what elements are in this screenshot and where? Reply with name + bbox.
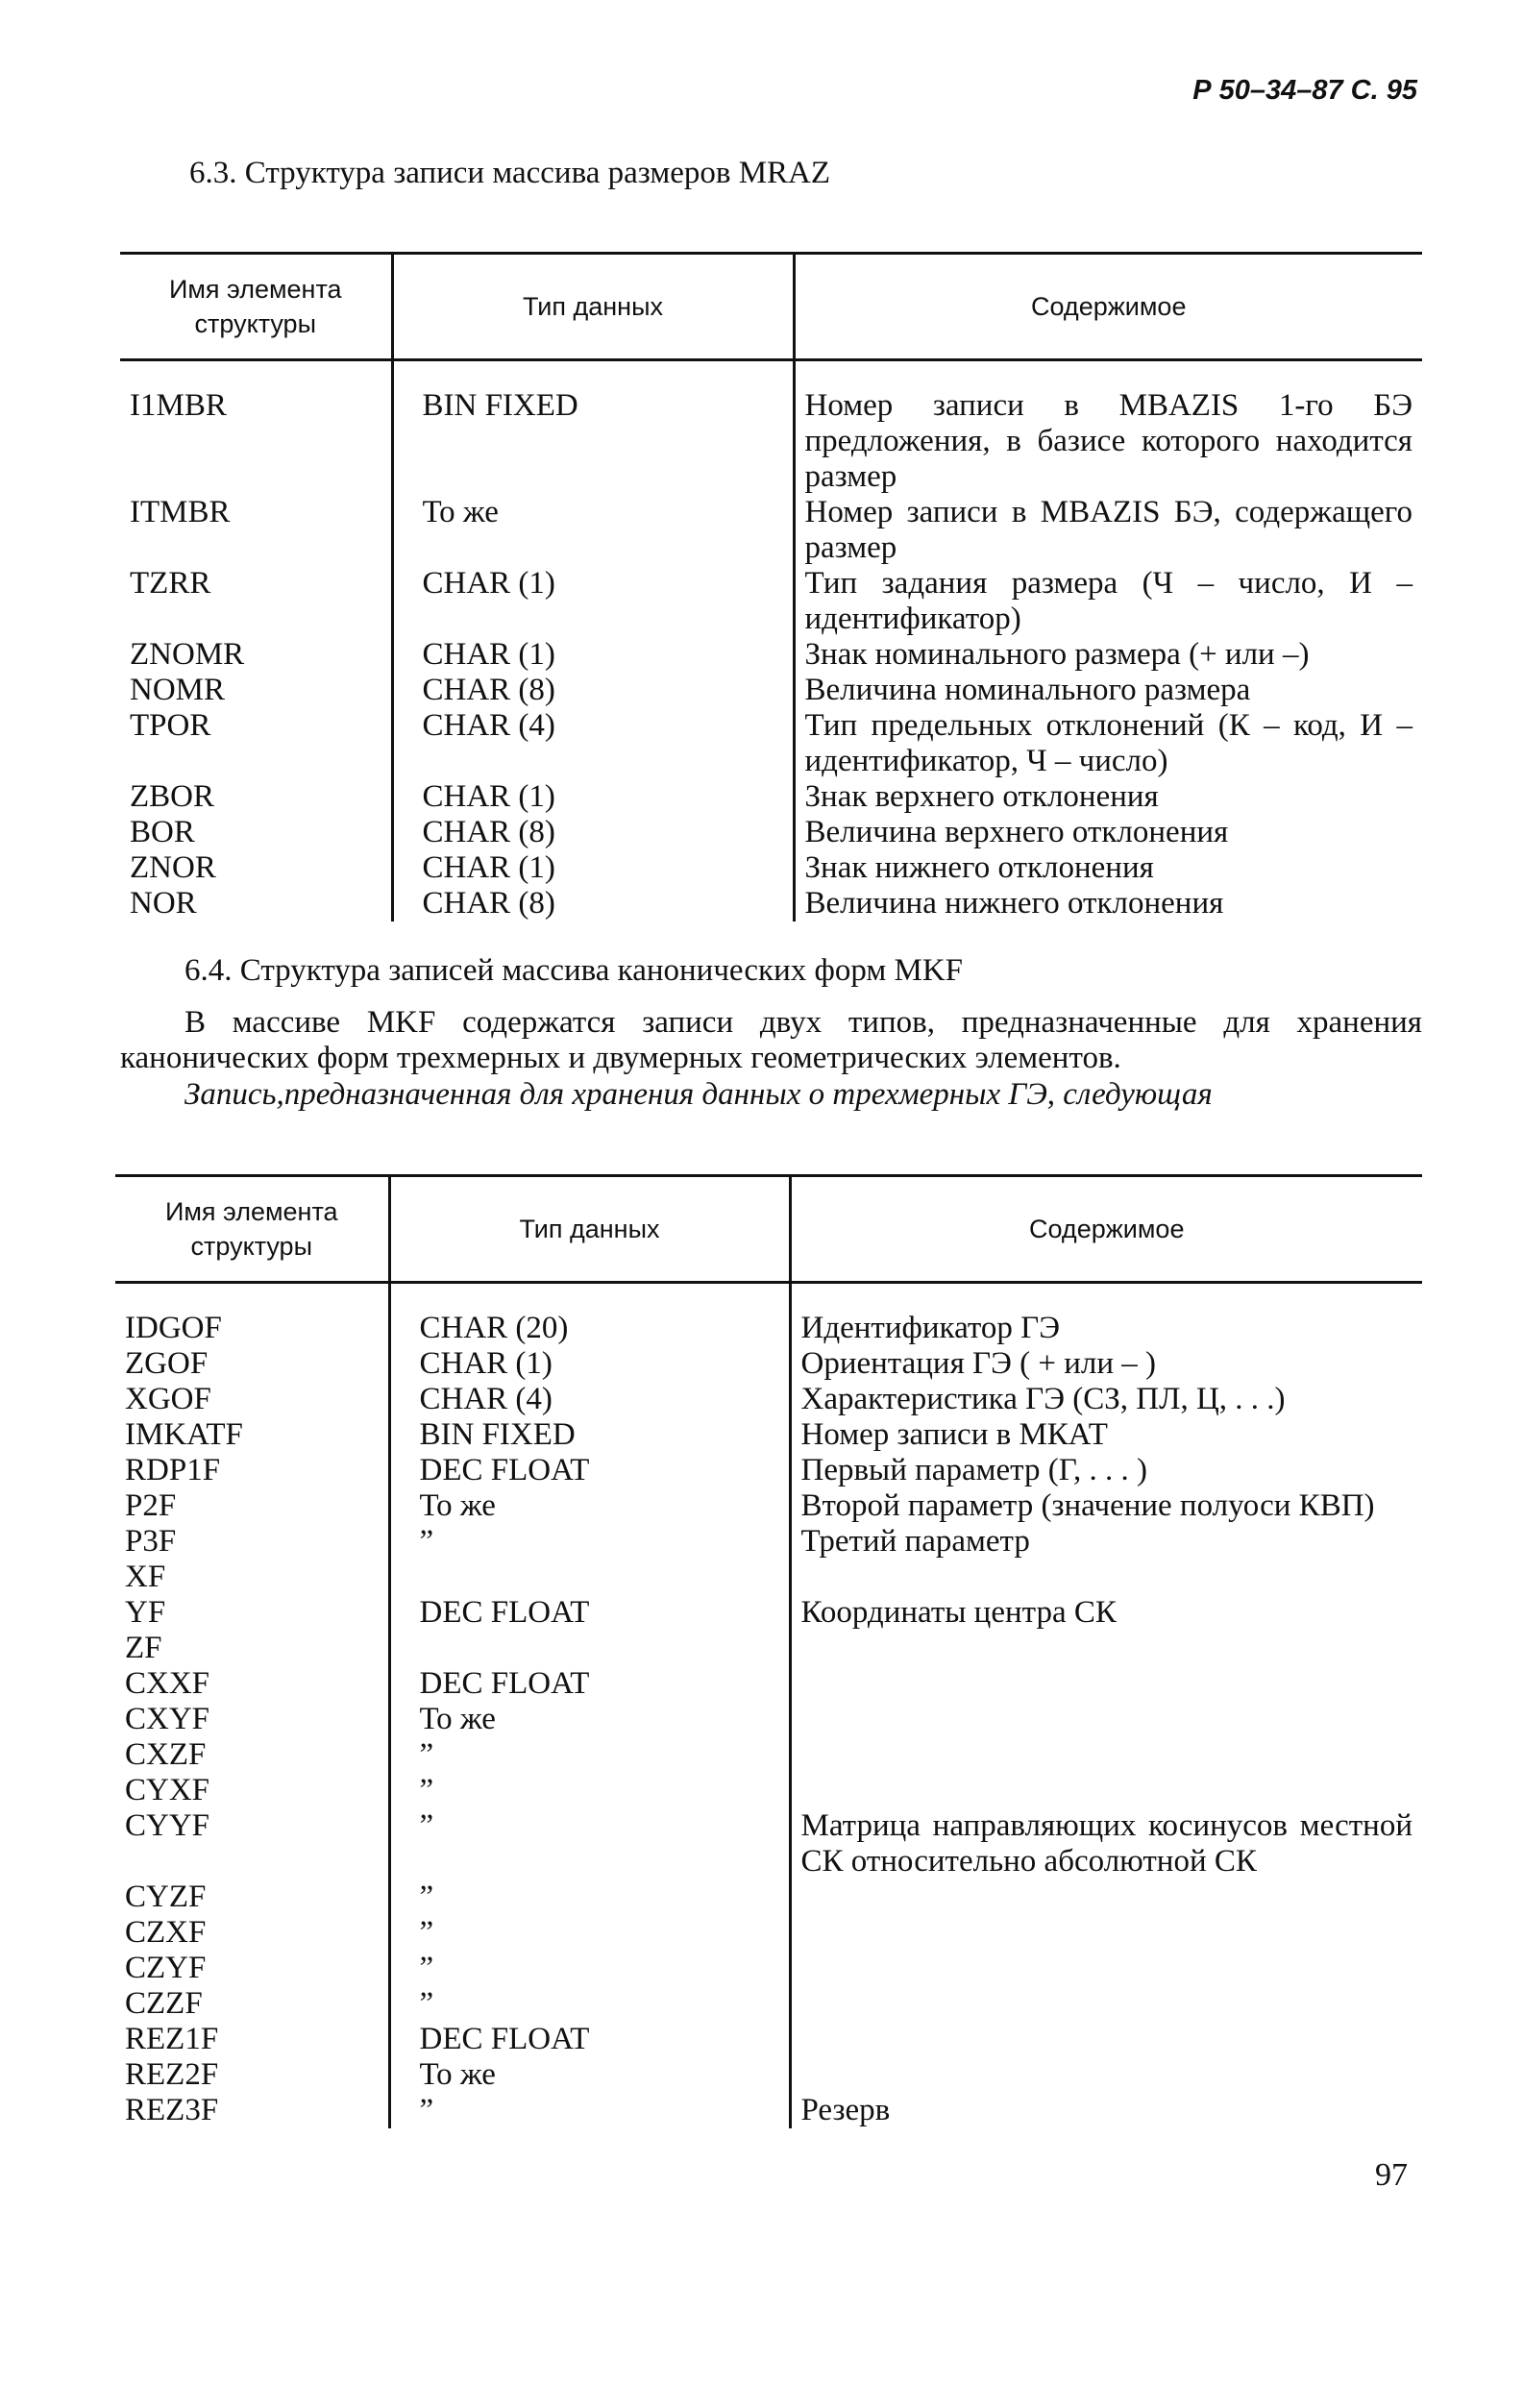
row-type: ”: [389, 1880, 790, 1915]
column-header: Имя элемента структуры: [120, 254, 392, 360]
row-content: [790, 1915, 1422, 1951]
row-name: XGOF: [125, 1382, 211, 1416]
row-type: [389, 1560, 790, 1595]
row-name: CYYF: [125, 1808, 210, 1843]
page-number: 97: [1375, 2157, 1408, 2193]
section-6-4-intro: Запись,предназначенная для хранения данных о трехмерных ГЭ, следующая: [184, 1077, 1213, 1112]
row-type: BIN FIXED: [392, 360, 794, 496]
row-content: [790, 2057, 1422, 2093]
row-content: Величина нижнего отклонения: [794, 886, 1422, 921]
row-content: Знак нижнего отклонения: [794, 850, 1422, 886]
column-header: Тип данных: [392, 254, 794, 360]
table-row: [120, 673, 1422, 708]
table-row: [120, 360, 1422, 496]
row-name: ZNOR: [130, 850, 216, 885]
column-header: Тип данных: [389, 1176, 790, 1283]
table-mkf: [115, 1174, 1422, 2128]
row-type: ”: [389, 1808, 790, 1880]
column-header: Содержимое: [794, 254, 1422, 360]
row-content: Третий параметр: [790, 1524, 1422, 1560]
row-content: [790, 2022, 1422, 2057]
table-row: [115, 1346, 1422, 1382]
table-row: [120, 815, 1422, 850]
row-type: CHAR (1): [392, 779, 794, 815]
column-header: Имя элемента структуры: [115, 1176, 389, 1283]
row-type: CHAR (1): [392, 566, 794, 637]
row-content: [790, 1880, 1422, 1915]
table-row: [115, 2022, 1422, 2057]
table-row: [120, 850, 1422, 886]
row-type: CHAR (4): [389, 1382, 790, 1417]
table-row: [115, 1488, 1422, 1524]
table-row: [120, 637, 1422, 673]
table-row: [120, 566, 1422, 637]
table-row: [115, 1560, 1422, 1595]
row-type: То же: [389, 2057, 790, 2093]
table-row: [120, 708, 1422, 779]
row-content: Первый параметр (Г, . . . ): [790, 1453, 1422, 1488]
row-type: CHAR (1): [392, 637, 794, 673]
row-name: NOMR: [130, 673, 226, 707]
row-type: CHAR (20): [389, 1283, 790, 1347]
table-row: [115, 2093, 1422, 2128]
row-name: ZGOF: [125, 1346, 209, 1381]
row-name: CZZF: [125, 1986, 203, 2021]
row-type: То же: [389, 1702, 790, 1737]
row-type: ”: [389, 2093, 790, 2128]
row-content: Номер записи в МКАТ: [790, 1417, 1422, 1453]
table-row: [115, 1808, 1422, 1880]
row-name: ITMBR: [130, 495, 231, 529]
row-type: CHAR (1): [389, 1346, 790, 1382]
row-name: BOR: [130, 815, 195, 849]
row-name: REZ2F: [125, 2057, 219, 2092]
row-content: Номер записи в MBAZIS 1-го БЭ предложения, в базисе которого находится размер: [794, 360, 1422, 496]
row-content: Второй параметр (значение полуоси КВП): [790, 1488, 1422, 1524]
row-content: Величина верхнего отклонения: [794, 815, 1422, 850]
row-name: P2F: [125, 1488, 177, 1523]
row-content: Знак номинального размера (+ или –): [794, 637, 1422, 673]
row-type: ”: [389, 1951, 790, 1986]
table-row: [115, 1524, 1422, 1560]
row-type: CHAR (8): [392, 673, 794, 708]
table-row: [115, 1915, 1422, 1951]
row-name: IMKATF: [125, 1417, 243, 1452]
row-type: DEC FLOAT: [389, 1666, 790, 1702]
row-name: XF: [125, 1560, 166, 1594]
row-name: CYZF: [125, 1880, 207, 1914]
row-name: REZ3F: [125, 2093, 219, 2127]
row-name: CZYF: [125, 1951, 207, 1985]
row-name: CXYF: [125, 1702, 210, 1736]
table-row: [115, 1595, 1422, 1631]
table-row: [115, 1453, 1422, 1488]
row-name: REZ1F: [125, 2022, 219, 2056]
table-row: [120, 886, 1422, 921]
table-row: [120, 779, 1422, 815]
row-content: Величина номинального размера: [794, 673, 1422, 708]
row-content: Номер записи в MBAZIS БЭ, содержащего размер: [794, 495, 1422, 566]
row-name: CYXF: [125, 1773, 210, 1807]
table-row: [115, 1702, 1422, 1737]
row-type: CHAR (8): [392, 886, 794, 921]
row-type: CHAR (4): [392, 708, 794, 779]
row-name: RDP1F: [125, 1453, 221, 1487]
row-content: Тип предельных отклонений (К – код, И – идентификатор, Ч – число): [794, 708, 1422, 779]
row-content: [790, 1773, 1422, 1808]
row-content: [790, 1737, 1422, 1773]
row-name: TPOR: [130, 708, 211, 743]
section-6-4-title: 6.4. Структура записей массива канонических форм MKF: [184, 953, 964, 988]
table-row: [115, 1631, 1422, 1666]
row-name: YF: [125, 1595, 166, 1630]
table-row: [115, 1382, 1422, 1417]
row-content: [790, 1702, 1422, 1737]
row-name: I1MBR: [130, 388, 227, 423]
row-name: P3F: [125, 1524, 177, 1559]
table-mraz: [120, 252, 1422, 921]
table-row: [115, 1666, 1422, 1702]
row-content: Матрица направляющих косинусов местной СК относительно абсолютной СК: [790, 1808, 1422, 1880]
row-name: TZRR: [130, 566, 211, 601]
table-row: [115, 1951, 1422, 1986]
row-type: CHAR (1): [392, 850, 794, 886]
section-6-3-title: 6.3. Структура записи массива размеров MRAZ: [189, 156, 831, 190]
table-row: [115, 2057, 1422, 2093]
row-type: ”: [389, 1915, 790, 1951]
table-row: [115, 1737, 1422, 1773]
row-name: ZNOMR: [130, 637, 245, 672]
row-name: NOR: [130, 886, 197, 921]
table-row: [115, 1773, 1422, 1808]
row-content: [790, 1986, 1422, 2022]
row-content: Тип задания размера (Ч – число, И – идентификатор): [794, 566, 1422, 637]
row-type: То же: [389, 1488, 790, 1524]
row-type: ”: [389, 1737, 790, 1773]
row-content: Идентификатор ГЭ: [790, 1283, 1422, 1347]
row-type: [389, 1631, 790, 1666]
row-name: CXXF: [125, 1666, 210, 1701]
page-header: Р 50–34–87 С. 95: [1192, 75, 1417, 106]
table-row: [120, 495, 1422, 566]
row-content: Характеристика ГЭ (СЗ, ПЛ, Ц, . . .): [790, 1382, 1422, 1417]
row-content: [790, 1631, 1422, 1666]
row-content: Резерв: [790, 2093, 1422, 2128]
row-type: ”: [389, 1773, 790, 1808]
table-row: [115, 1880, 1422, 1915]
row-type: ”: [389, 1524, 790, 1560]
row-content: [790, 1666, 1422, 1702]
row-content: Координаты центра СК: [790, 1595, 1422, 1631]
row-content: Ориентация ГЭ ( + или – ): [790, 1346, 1422, 1382]
row-name: ZF: [125, 1631, 162, 1665]
row-name: IDGOF: [125, 1311, 222, 1345]
row-type: BIN FIXED: [389, 1417, 790, 1453]
row-type: ”: [389, 1986, 790, 2022]
row-name: CXZF: [125, 1737, 207, 1772]
row-type: DEC FLOAT: [389, 1595, 790, 1631]
row-content: Знак верхнего отклонения: [794, 779, 1422, 815]
row-type: CHAR (8): [392, 815, 794, 850]
row-type: DEC FLOAT: [389, 1453, 790, 1488]
row-type: То же: [392, 495, 794, 566]
row-content: [790, 1560, 1422, 1595]
row-content: [790, 1951, 1422, 1986]
table-row: [115, 1283, 1422, 1347]
row-type: DEC FLOAT: [389, 2022, 790, 2057]
row-name: ZBOR: [130, 779, 215, 814]
row-name: CZXF: [125, 1915, 207, 1950]
column-header: Содержимое: [790, 1176, 1422, 1283]
table-row: [115, 1986, 1422, 2022]
table-row: [115, 1417, 1422, 1453]
section-6-4-paragraph: В массиве MKF содержатся записи двух типов, предназначенные для хранения канонических форм трехмерных и двумерных геометрических элементов.: [120, 1005, 1422, 1075]
